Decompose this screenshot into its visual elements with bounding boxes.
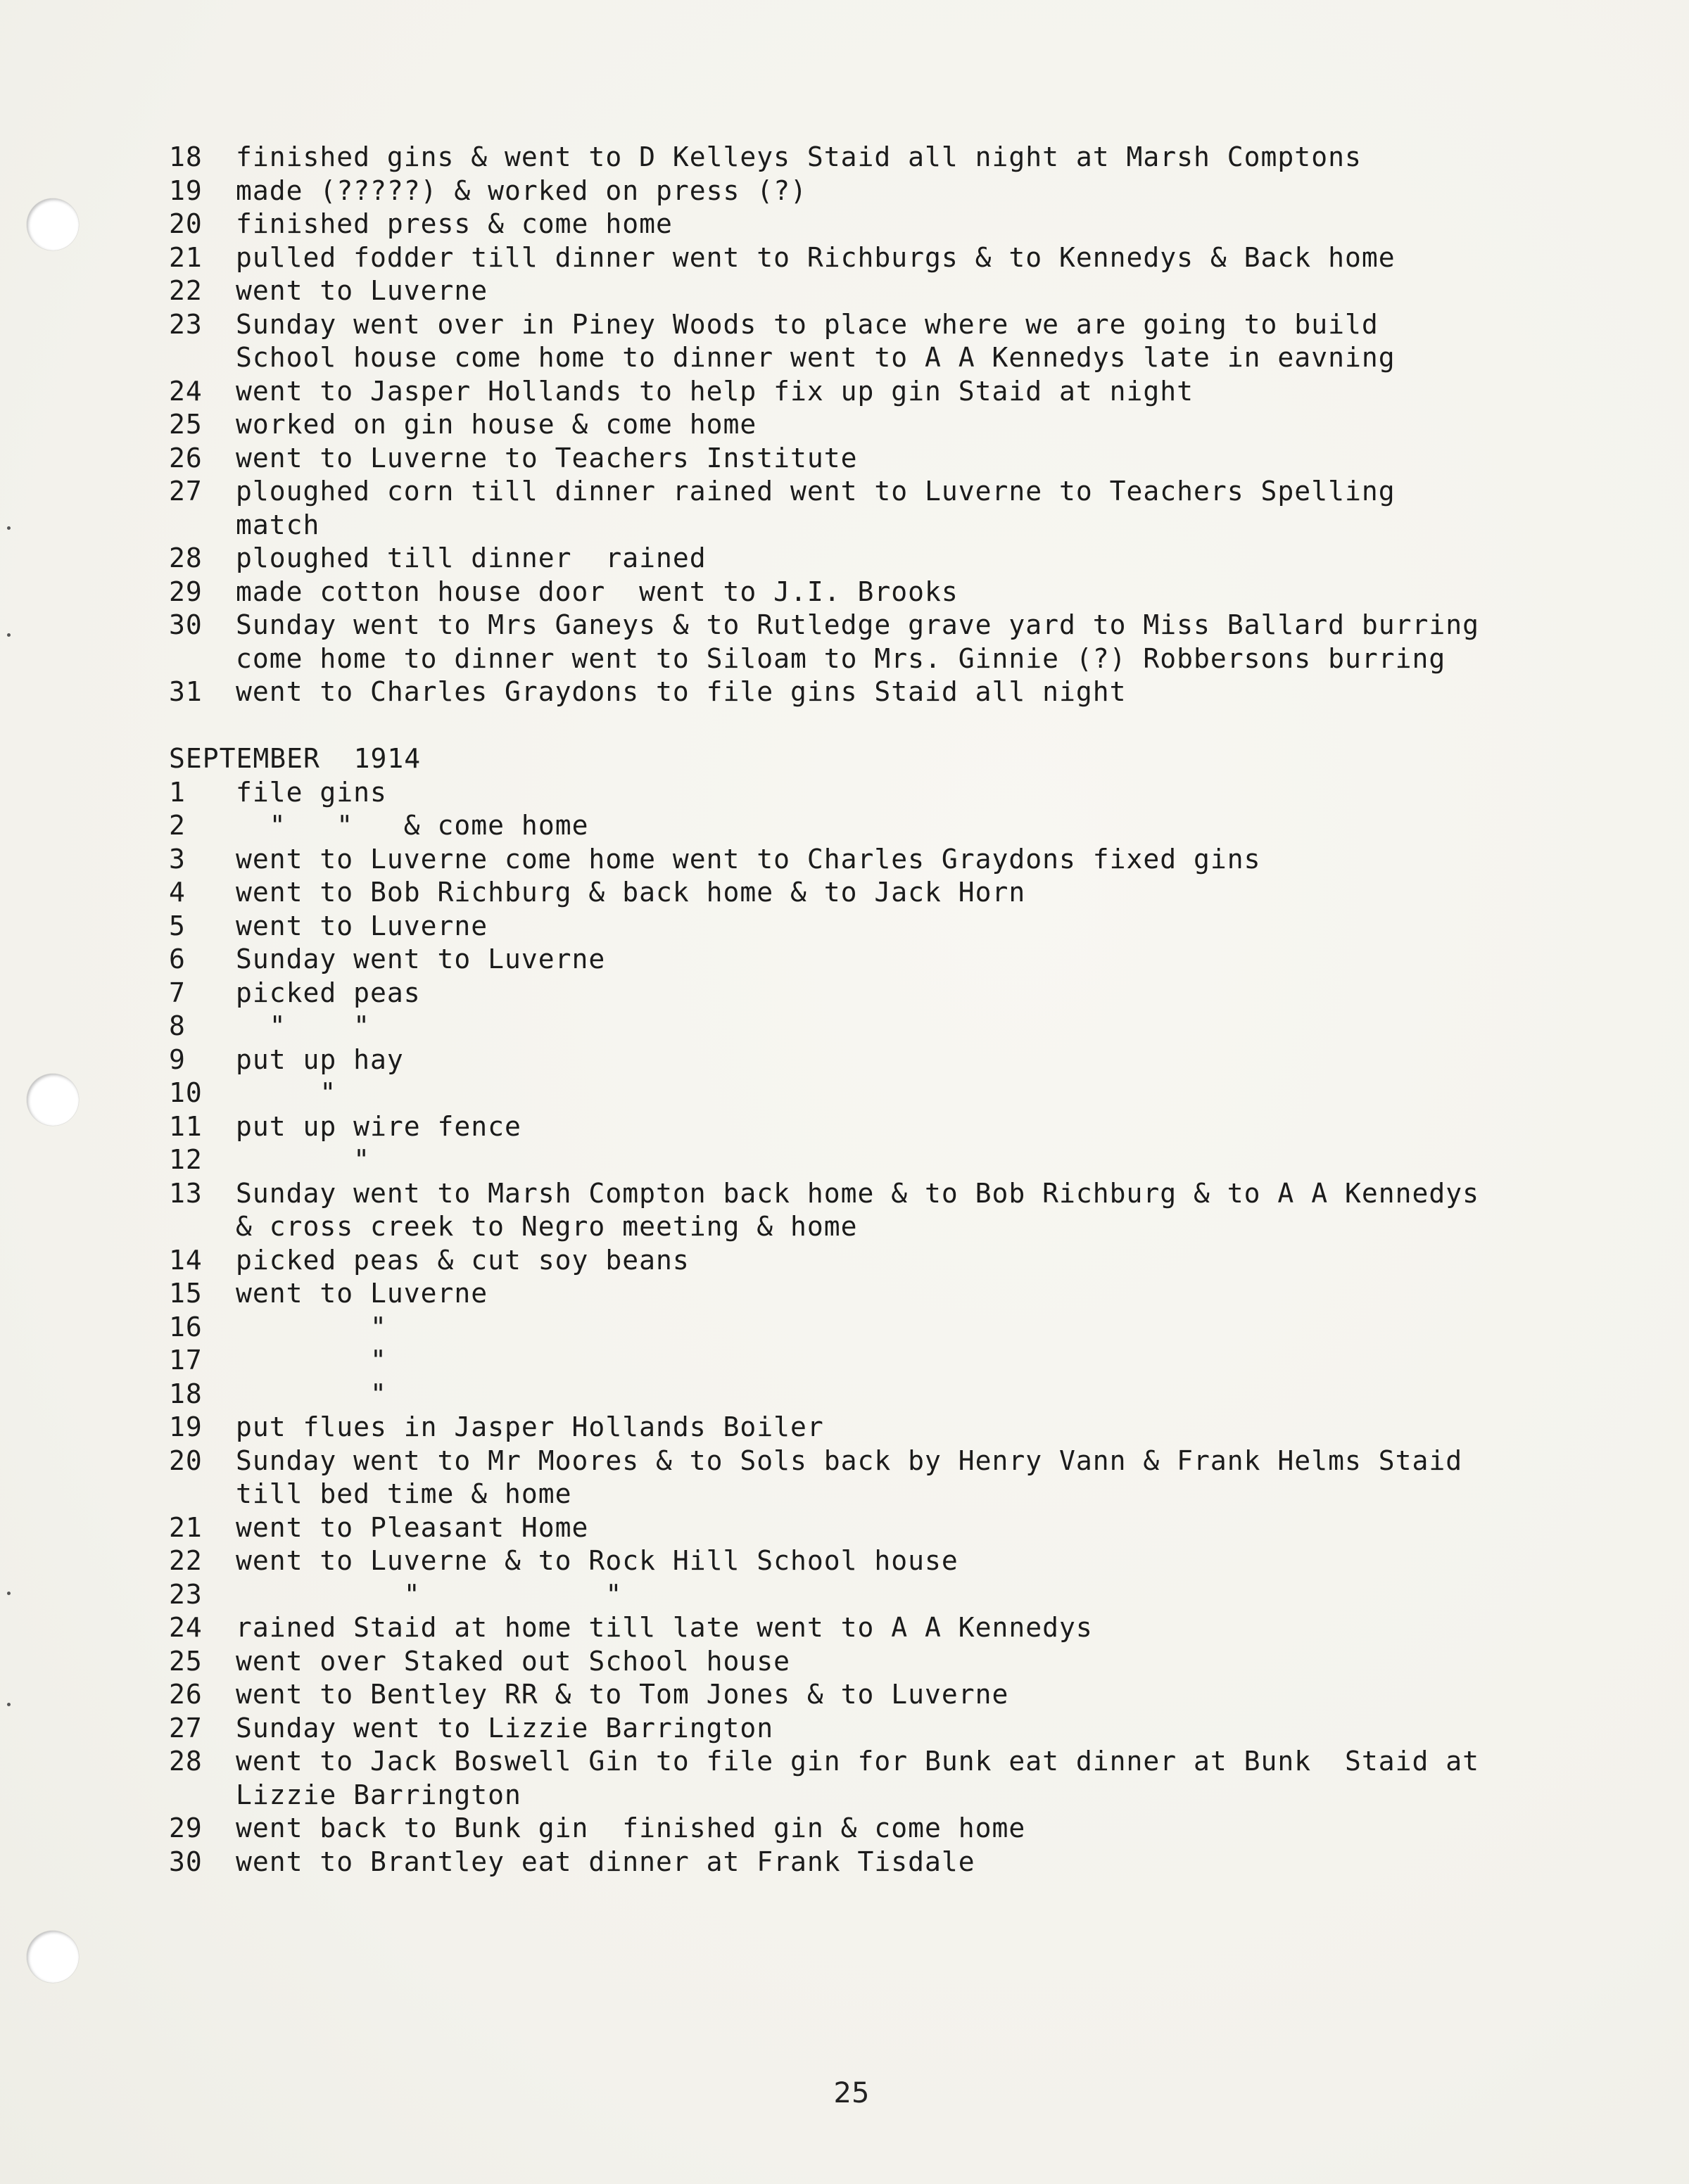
entry-text: made (?????) & worked on press (?) xyxy=(236,174,807,206)
diary-entry xyxy=(169,1745,1492,1812)
entry-day: 1 xyxy=(169,776,186,808)
diary-entry xyxy=(169,274,1492,308)
entry-text: went to Bentley RR & to Tom Jones & to Luverne xyxy=(236,1679,1009,1710)
diary-entry xyxy=(169,442,1492,476)
entry-text: pulled fodder till dinner went to Richburgs & to Kennedys & Back home xyxy=(236,241,1396,273)
entry-day: 18 xyxy=(169,1378,203,1409)
diary-entry xyxy=(169,408,1492,442)
entry-day: 15 xyxy=(169,1278,203,1309)
diary-entry xyxy=(169,241,1492,275)
entry-day: 24 xyxy=(169,375,203,407)
margin-mark xyxy=(7,1703,11,1706)
diary-entry xyxy=(169,308,1492,375)
entry-text: " " xyxy=(236,1578,623,1610)
diary-entry xyxy=(169,1244,1492,1278)
punch-hole xyxy=(27,1074,79,1126)
punch-hole xyxy=(27,1931,79,1983)
entry-day: 11 xyxy=(169,1110,203,1142)
entry-text: ploughed till dinner rained xyxy=(236,542,707,573)
entry-day: 20 xyxy=(169,1445,203,1476)
diary-entry xyxy=(169,1712,1492,1746)
entry-text: " xyxy=(236,1345,387,1376)
entry-text: went to Charles Graydons to file gins Staid all night xyxy=(236,676,1127,707)
entry-day: 30 xyxy=(169,1846,203,1877)
margin-mark xyxy=(7,633,11,637)
entry-text: finished gins & went to D Kelleys Staid all night at Marsh Comptons xyxy=(236,141,1362,172)
entry-text: " xyxy=(236,1378,387,1409)
diary-entry xyxy=(169,475,1492,542)
entry-day: 29 xyxy=(169,1812,203,1843)
entry-text: Sunday went to Lizzie Barrington xyxy=(236,1712,774,1744)
entry-text: went back to Bunk gin finished gin & come home xyxy=(236,1812,1026,1843)
entry-text: went to Luverne xyxy=(236,1278,488,1309)
diary-entry xyxy=(169,1578,1492,1612)
entry-text: went to Brantley eat dinner at Frank Tisdale xyxy=(236,1846,975,1877)
entry-day: 27 xyxy=(169,1712,203,1744)
diary-entry xyxy=(169,843,1492,877)
entry-day: 16 xyxy=(169,1311,203,1342)
entry-text: " xyxy=(236,1077,337,1108)
entry-text: Sunday went to Mr Moores & to Sols back by Henry Vann & Frank Helms Staid till bed time & home xyxy=(236,1445,1463,1509)
diary-entry xyxy=(169,1678,1492,1712)
entry-text: went to Luverne to Teachers Institute xyxy=(236,442,858,474)
entry-text: " " xyxy=(236,1010,371,1041)
diary-entry xyxy=(169,809,1492,843)
diary-entry xyxy=(169,375,1492,409)
entry-text: " " & come home xyxy=(236,810,589,841)
diary-entry xyxy=(169,1043,1492,1077)
entry-day: 26 xyxy=(169,1679,203,1710)
entry-day: 31 xyxy=(169,676,203,707)
entry-day: 28 xyxy=(169,1746,203,1777)
diary-entry xyxy=(169,1311,1492,1345)
august-entries xyxy=(169,141,1492,709)
entry-day: 25 xyxy=(169,409,203,440)
entry-day: 29 xyxy=(169,576,203,607)
entry-text: " xyxy=(236,1144,371,1175)
entry-day: 21 xyxy=(169,1511,203,1543)
entry-text: went to Luverne come home went to Charles Graydons fixed gins xyxy=(236,843,1261,875)
entry-day: 19 xyxy=(169,1411,203,1442)
entry-text: went to Luverne xyxy=(236,275,488,306)
diary-entry xyxy=(169,174,1492,208)
entry-day: 5 xyxy=(169,910,186,941)
entry-day: 20 xyxy=(169,208,203,239)
diary-entry xyxy=(169,910,1492,944)
entry-text: went to Pleasant Home xyxy=(236,1511,589,1543)
entry-text: ploughed corn till dinner rained went to Luverne to Teachers Spelling match xyxy=(236,476,1396,540)
diary-entry xyxy=(169,977,1492,1010)
entry-day: 10 xyxy=(169,1077,203,1108)
entry-day: 24 xyxy=(169,1612,203,1643)
entry-day: 6 xyxy=(169,944,186,974)
diary-entry xyxy=(169,1645,1492,1679)
entry-day: 18 xyxy=(169,141,203,172)
diary-entry xyxy=(169,1177,1492,1244)
diary-entry xyxy=(169,576,1492,609)
diary-entry xyxy=(169,675,1492,709)
diary-entry xyxy=(169,1812,1492,1846)
entry-text: rained Staid at home till late went to A A Kennedys xyxy=(236,1612,1093,1643)
entry-text: file gins xyxy=(236,776,387,808)
diary-entry xyxy=(169,1378,1492,1411)
entry-day: 30 xyxy=(169,609,203,640)
entry-day: 14 xyxy=(169,1244,203,1276)
entry-day: 3 xyxy=(169,843,186,875)
entry-text: picked peas xyxy=(236,977,421,1008)
diary-entry xyxy=(169,1277,1492,1311)
entry-day: 21 xyxy=(169,241,203,273)
entry-day: 27 xyxy=(169,476,203,507)
diary-entry xyxy=(169,876,1492,910)
diary-entry xyxy=(169,1611,1492,1645)
entry-text: put up hay xyxy=(236,1043,404,1075)
diary-entry xyxy=(169,1010,1492,1043)
entry-day: 22 xyxy=(169,275,203,306)
entry-day: 8 xyxy=(169,1010,186,1041)
entry-day: 4 xyxy=(169,877,186,908)
entry-day: 22 xyxy=(169,1545,203,1576)
september-entries xyxy=(169,776,1492,1879)
entry-text: " xyxy=(236,1311,387,1342)
diary-entry xyxy=(169,943,1492,977)
diary-entry xyxy=(169,1411,1492,1445)
diary-entry xyxy=(169,1445,1492,1511)
entry-text: went to Jack Boswell Gin to file gin for Bunk eat dinner at Bunk Staid at Lizzie Barrington xyxy=(236,1746,1479,1810)
entry-day: 28 xyxy=(169,542,203,573)
diary-entry xyxy=(169,208,1492,241)
entry-text: went to Bob Richburg & back home & to Jack Horn xyxy=(236,877,1026,908)
entry-day: 9 xyxy=(169,1043,186,1075)
entry-day: 23 xyxy=(169,308,203,340)
diary-entry xyxy=(169,1846,1492,1879)
diary-entry xyxy=(169,1344,1492,1378)
entry-day: 12 xyxy=(169,1144,203,1175)
diary-content xyxy=(169,141,1492,1879)
entry-text: picked peas & cut soy beans xyxy=(236,1244,690,1276)
entry-text: finished press & come home xyxy=(236,208,673,239)
entry-text: worked on gin house & come home xyxy=(236,409,757,440)
entry-text: went over Staked out School house xyxy=(236,1645,790,1677)
diary-entry xyxy=(169,776,1492,810)
punch-hole xyxy=(27,198,79,250)
september-heading: SEPTEMBER 1914 xyxy=(169,743,422,774)
entry-day: 25 xyxy=(169,1645,203,1677)
diary-entry xyxy=(169,1110,1492,1144)
margin-mark xyxy=(7,1592,11,1595)
diary-entry xyxy=(169,542,1492,576)
margin-mark xyxy=(7,526,11,530)
entry-text: Sunday went to Marsh Compton back home & to Bob Richburg & to A A Kennedys & cross creek to Negro meeting & home xyxy=(236,1177,1479,1242)
diary-entry xyxy=(169,1077,1492,1110)
diary-entry xyxy=(169,1143,1492,1177)
entry-day: 2 xyxy=(169,810,186,841)
diary-entry xyxy=(169,141,1492,174)
entry-text: Sunday went over in Piney Woods to place where we are going to build School house come home to dinner went to A A Kennedys late in eavning xyxy=(236,308,1396,373)
entry-text: went to Luverne & to Rock Hill School house xyxy=(236,1545,959,1576)
diary-entry xyxy=(169,1511,1492,1545)
entry-text: made cotton house door went to J.I. Brooks xyxy=(236,576,959,607)
entry-text: Sunday went to Luverne xyxy=(236,944,606,974)
entry-text: put flues in Jasper Hollands Boiler xyxy=(236,1411,824,1442)
entry-text: went to Jasper Hollands to help fix up gin Staid at night xyxy=(236,375,1194,407)
entry-day: 7 xyxy=(169,977,186,1008)
entry-text: Sunday went to Mrs Ganeys & to Rutledge grave yard to Miss Ballard burring come home to dinner went to Siloam to Mrs. Ginnie (?) Robbersons burring xyxy=(236,609,1479,674)
entry-text: went to Luverne xyxy=(236,910,488,941)
entry-day: 23 xyxy=(169,1578,203,1610)
diary-entry xyxy=(169,1544,1492,1578)
entry-day: 17 xyxy=(169,1345,203,1376)
entry-day: 19 xyxy=(169,174,203,206)
entry-day: 13 xyxy=(169,1177,203,1209)
diary-entry xyxy=(169,609,1492,675)
entry-text: put up wire fence xyxy=(236,1110,521,1142)
entry-day: 26 xyxy=(169,442,203,474)
page-number: 25 xyxy=(833,2077,870,2109)
